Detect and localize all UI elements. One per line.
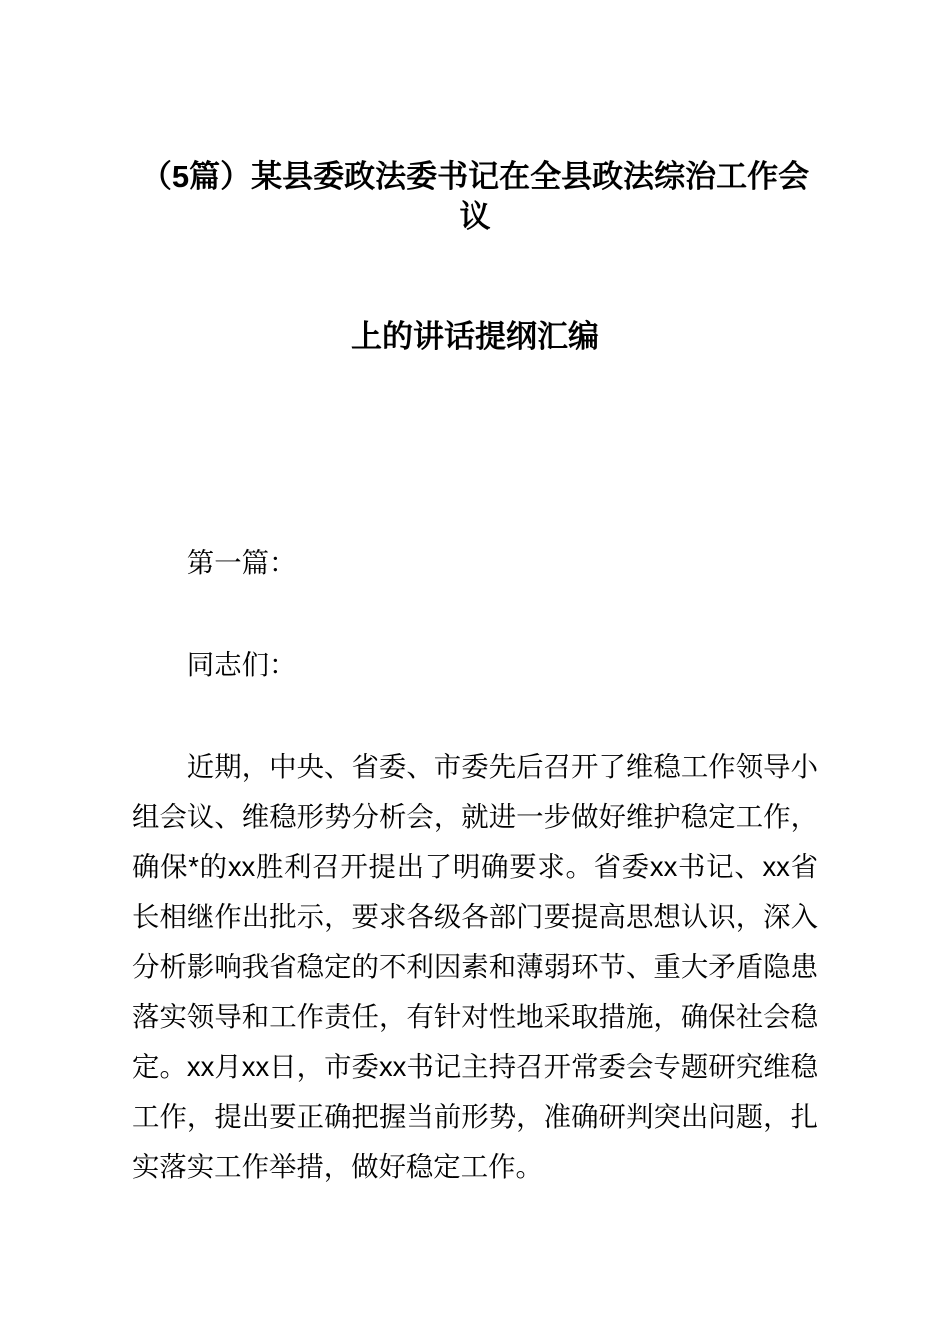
document-title [132,157,818,357]
paragraph-salutation: 同志们： [186,649,297,680]
document-title-line-1: （5篇）某县委政法委书记在全县政法综治工作会议 [140,159,810,234]
paragraph-body-text: 近期，中央、省委、市委先后召开了维稳工作领导小组会议、维稳形势分析会，就进一步做好维护稳定工作，确保*的xx胜利召开提出了明确要求。省委xx书记、xx省长相继作出批示，要求各级各部门要提高思想认识，深入分析影响我省稳定的不利因素和薄弱环节、重大矛盾隐患落实领导和工作责任，有针对性地采取措施，确保社会稳定。xx月xx日，市委xx书记主持召开常委会专题研究维稳工作，提出要正确把握当前形势，准确研判突出问题，扎实落实工作举措，做好稳定工作。 [132,751,818,1182]
paragraph-section-heading: 第一篇： [186,547,297,578]
document-title-line-2: 上的讲话提纲汇编 [351,319,599,354]
document-body [132,538,818,1192]
